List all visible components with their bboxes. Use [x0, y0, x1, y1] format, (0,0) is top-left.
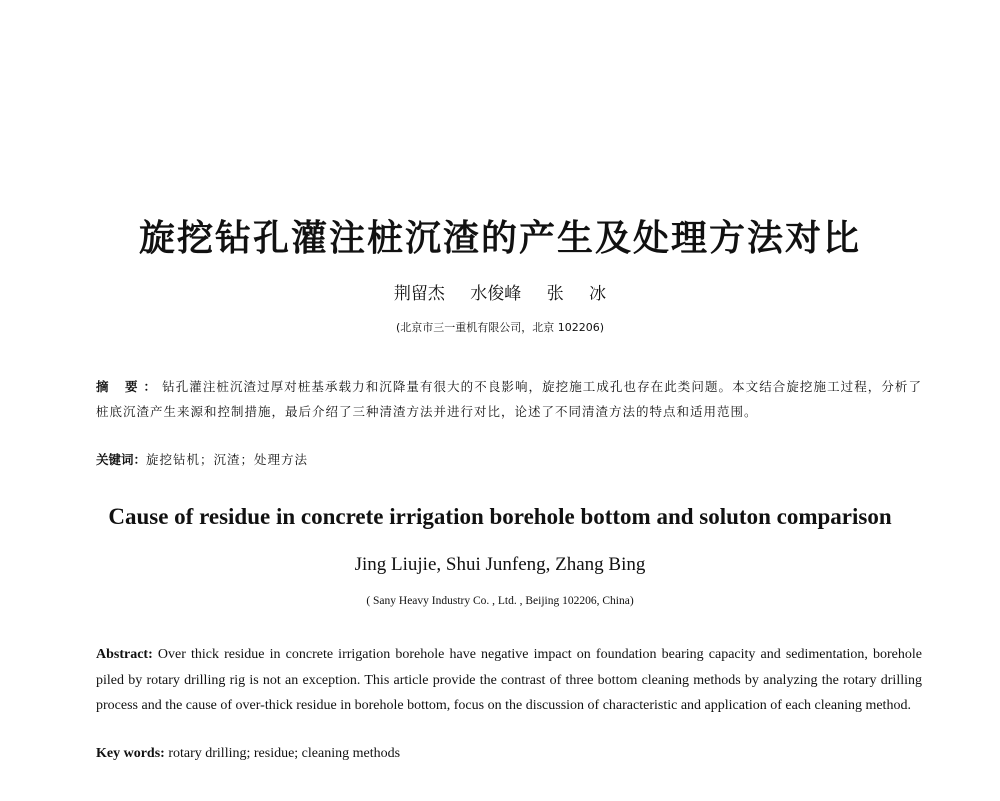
english-keywords-text: rotary drilling; residue; cleaning methods [164, 746, 401, 761]
chinese-abstract [96, 374, 922, 424]
chinese-abstract-text: 钻孔灌注桩沉渣过厚对桩基承载力和沉降量有很大的不良影响，旋挖施工成孔也存在此类问题。本文结合旋挖施工过程，分析了桩底沉渣产生来源和控制措施，最后介绍了三种清渣方法并进行对比，论述了不同清渣方法的特点和适用范围。 [96, 379, 922, 419]
chinese-affiliation: (北京市三一重机有限公司，北京 102206) [395, 321, 605, 334]
english-title: Cause of residue in concrete irrigation borehole bottom and soluton comparison [108, 504, 892, 529]
chinese-keywords-label: 关键词： [96, 452, 147, 467]
english-abstract-text: Over thick residue in concrete irrigation borehole have negative impact on foundation bearing capacity and sedimentation, borehole piled by rotary drilling rig is not an exception. This article provide the contrast of three bottom cleaning methods by analyzing the rotary drilling process and the cause of over-thick residue in borehole bottom, focus on the discussion of characteristic and application of each cleaning method. [96, 647, 922, 713]
chinese-authors: 荆留杰 水俊峰 张 冰 [393, 284, 607, 304]
english-keywords [96, 743, 922, 765]
chinese-abstract-label: 摘 要： [96, 379, 163, 394]
chinese-keywords-text: 旋挖钻机；沉渣；处理方法 [146, 452, 309, 467]
chinese-title: 旋挖钻孔灌注桩沉渣的产生及处理方法对比 [138, 218, 861, 259]
chinese-keywords [96, 449, 922, 471]
english-authors: Jing Liujie, Shui Junfeng, Zhang Bing [354, 554, 646, 575]
english-abstract [96, 642, 922, 719]
english-abstract-label: Abstract: [96, 647, 153, 662]
english-keywords-label: Key words: [96, 746, 165, 761]
english-affiliation: ( Sany Heavy Industry Co. , Ltd. , Beijing 102206, China) [366, 595, 634, 607]
